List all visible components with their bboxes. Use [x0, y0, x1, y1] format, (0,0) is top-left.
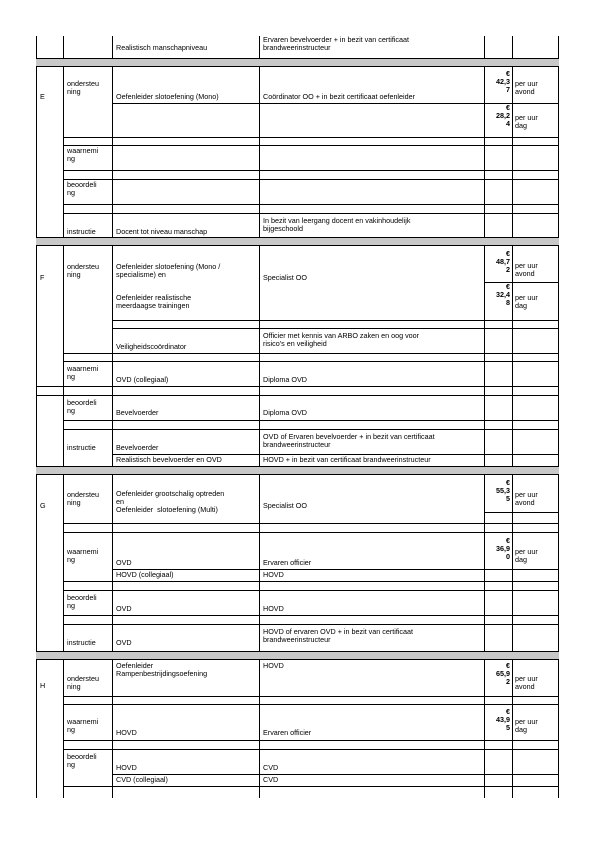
h-waar-col2: HOVD	[116, 728, 137, 737]
row-line	[36, 245, 559, 246]
f-unit-evening: per uur avond	[515, 261, 538, 279]
f-beo-col3: Diploma OVD	[263, 408, 307, 417]
h-waar-col3: Ervaren officier	[263, 728, 312, 737]
border-left	[36, 36, 37, 798]
section-letter-h: H	[40, 681, 46, 690]
label-beoordeling: beoordeli ng	[67, 593, 97, 611]
section-separator	[36, 652, 559, 659]
row-line	[63, 420, 559, 421]
h-row1-col2: Oefenleider Rampenbestrijdingsoefening	[116, 661, 208, 679]
e-unit-evening: per uur avond	[515, 79, 538, 97]
f-instr2-col2: Realistisch bevelvoerder en OVD	[116, 455, 222, 464]
border-col1	[63, 36, 64, 798]
f-unit-day: per uur dag	[515, 293, 538, 311]
e-row1-col2: Oefenleider slotoefening (Mono)	[116, 92, 219, 101]
label-instructie: instructie	[67, 443, 96, 452]
label-beoordeling: beoordeli ng	[67, 752, 97, 770]
row-line	[63, 624, 559, 625]
e-unit-day: per uur dag	[515, 113, 538, 131]
section-separator	[36, 238, 559, 245]
row-line	[63, 204, 559, 205]
row-line	[36, 651, 559, 652]
row-line	[63, 523, 559, 524]
row-line	[63, 590, 559, 591]
f-waar-col3: Diploma OVD	[263, 375, 307, 384]
g-beo-col3: HOVD	[263, 604, 284, 613]
row-line	[63, 532, 559, 533]
section-separator	[36, 467, 559, 474]
row-line	[63, 145, 559, 146]
label-ondersteuning: ondersteu ning	[67, 490, 99, 508]
row-line	[63, 786, 559, 787]
row-line	[112, 774, 559, 775]
label-instructie: instructie	[67, 638, 96, 647]
g-price-evening: € 55,3 5	[496, 478, 510, 504]
e-row1-col3: Coördinator OO + in bezit certificaat oefenleider	[263, 92, 416, 101]
row-line	[63, 615, 559, 616]
row-line	[63, 704, 559, 705]
f-row1-col3: Specialist OO	[263, 273, 307, 282]
row-line	[112, 569, 559, 570]
row-line	[36, 466, 559, 467]
h-beo2-col2: CVD (collegiaal)	[116, 775, 168, 784]
f-row2-col3: Officier met kennis van ARBO zaken en oog voor risico's en veiligheid	[263, 331, 420, 349]
e-price-day: € 28,2 4	[496, 103, 510, 129]
label-ondersteuning: ondersteu ning	[67, 79, 99, 97]
f-instr-col2: Bevelvoerder	[116, 443, 159, 452]
row-line	[484, 512, 559, 513]
label-beoordeling: beoordeli ng	[67, 398, 97, 416]
g-beo-col2: OVD	[116, 604, 132, 613]
section-separator	[36, 59, 559, 66]
row-line	[63, 179, 559, 180]
row-line	[63, 361, 559, 362]
row-line	[63, 429, 559, 430]
g-unit-day: per uur dag	[515, 547, 538, 565]
g-instr-col2: OVD	[116, 638, 132, 647]
row-line	[63, 170, 559, 171]
row-line	[36, 386, 559, 387]
top-col2-text: Realistisch manschapniveau	[116, 43, 208, 52]
section-letter-e: E	[40, 92, 45, 101]
e-instr-col2: Docent tot niveau manschap	[116, 227, 208, 236]
label-waarneming: waarnemi ng	[67, 364, 99, 382]
f-row1-col2: Oefenleider slotoefening (Mono / specialisme) en	[116, 262, 221, 280]
row-line	[36, 237, 559, 238]
g-waar2-col3: HOVD	[263, 570, 284, 579]
g-row1-col2: Oefenleider grootschalig optreden en Oefenleider slotoefening (Multi)	[116, 489, 225, 515]
label-ondersteuning: ondersteu ning	[67, 674, 99, 692]
row-line	[63, 696, 559, 697]
row-line	[63, 353, 559, 354]
f-price-evening: € 48,7 2	[496, 249, 510, 275]
f-waar-col2: OVD (collegiaal)	[116, 375, 169, 384]
row-line	[63, 137, 559, 138]
row-line	[36, 659, 559, 660]
row-line	[63, 749, 559, 750]
border-col3	[259, 36, 260, 798]
top-col3-text: Ervaren bevelvoerder + in bezit van certificaat brandweerinstructeur	[263, 35, 410, 53]
f-row1b-col2: Oefenleider realistische meerdaagse trainingen	[116, 293, 192, 311]
row-line	[63, 581, 559, 582]
h-beo2-col3: CVD	[263, 775, 279, 784]
h-beo-col3: CVD	[263, 763, 279, 772]
label-waarneming: waarnemi ng	[67, 146, 99, 164]
row-line	[36, 66, 559, 67]
g-price-day: € 36,9 0	[496, 536, 510, 562]
g-unit-evening: per uur avond	[515, 490, 538, 508]
h-unit-evening: per uur avond	[515, 674, 538, 692]
label-instructie: instructie	[67, 227, 96, 236]
h-unit-day: per uur dag	[515, 717, 538, 735]
h-price-day: € 43,9 5	[496, 707, 510, 733]
g-instr-col3: HOVD of ervaren OVD + in bezit van certificaat brandweerinstructeur	[263, 627, 414, 645]
label-ondersteuning: ondersteu ning	[67, 262, 99, 280]
h-price-evening: € 65,9 2	[496, 661, 510, 687]
section-letter-g: G	[40, 501, 46, 510]
row-line	[63, 213, 559, 214]
h-beo-col2: HOVD	[116, 763, 137, 772]
row-line	[63, 740, 559, 741]
label-beoordeling: beoordeli ng	[67, 180, 97, 198]
g-waar-col3: Ervaren officier	[263, 558, 312, 567]
border-col2	[112, 36, 113, 798]
border-col5	[512, 36, 513, 798]
border-right	[558, 36, 559, 798]
row-line	[36, 474, 559, 475]
h-row1-col3: HOVD	[263, 661, 284, 670]
g-row1-col3: Specialist OO	[263, 501, 307, 510]
f-beo-col2: Bevelvoerder	[116, 408, 159, 417]
row-line	[36, 395, 559, 396]
row-line	[112, 320, 559, 321]
row-line	[112, 328, 559, 329]
f-instr2-col3: HOVD + in bezit van certificaat brandweerinstructeur	[263, 455, 431, 464]
label-waarneming: waarnemi ng	[67, 717, 99, 735]
row-line	[36, 58, 559, 59]
e-price-evening: € 42,3 7	[496, 69, 510, 95]
f-price-day: € 32,4 8	[496, 282, 510, 308]
f-row2-col2: Veiligheidscoördinator	[116, 342, 187, 351]
g-waar-col2: OVD	[116, 558, 132, 567]
label-waarneming: waarnemi ng	[67, 547, 99, 565]
e-instr-col3: In bezit van leergang docent en vakinhoudelijk bijgeschoold	[263, 216, 411, 234]
section-letter-f: F	[40, 273, 45, 282]
f-instr-col3: OVD of Ervaren bevelvoerder + in bezit van certificaat brandweerinstructeur	[263, 432, 435, 450]
g-waar2-col2: HOVD (collegiaal)	[116, 570, 174, 579]
